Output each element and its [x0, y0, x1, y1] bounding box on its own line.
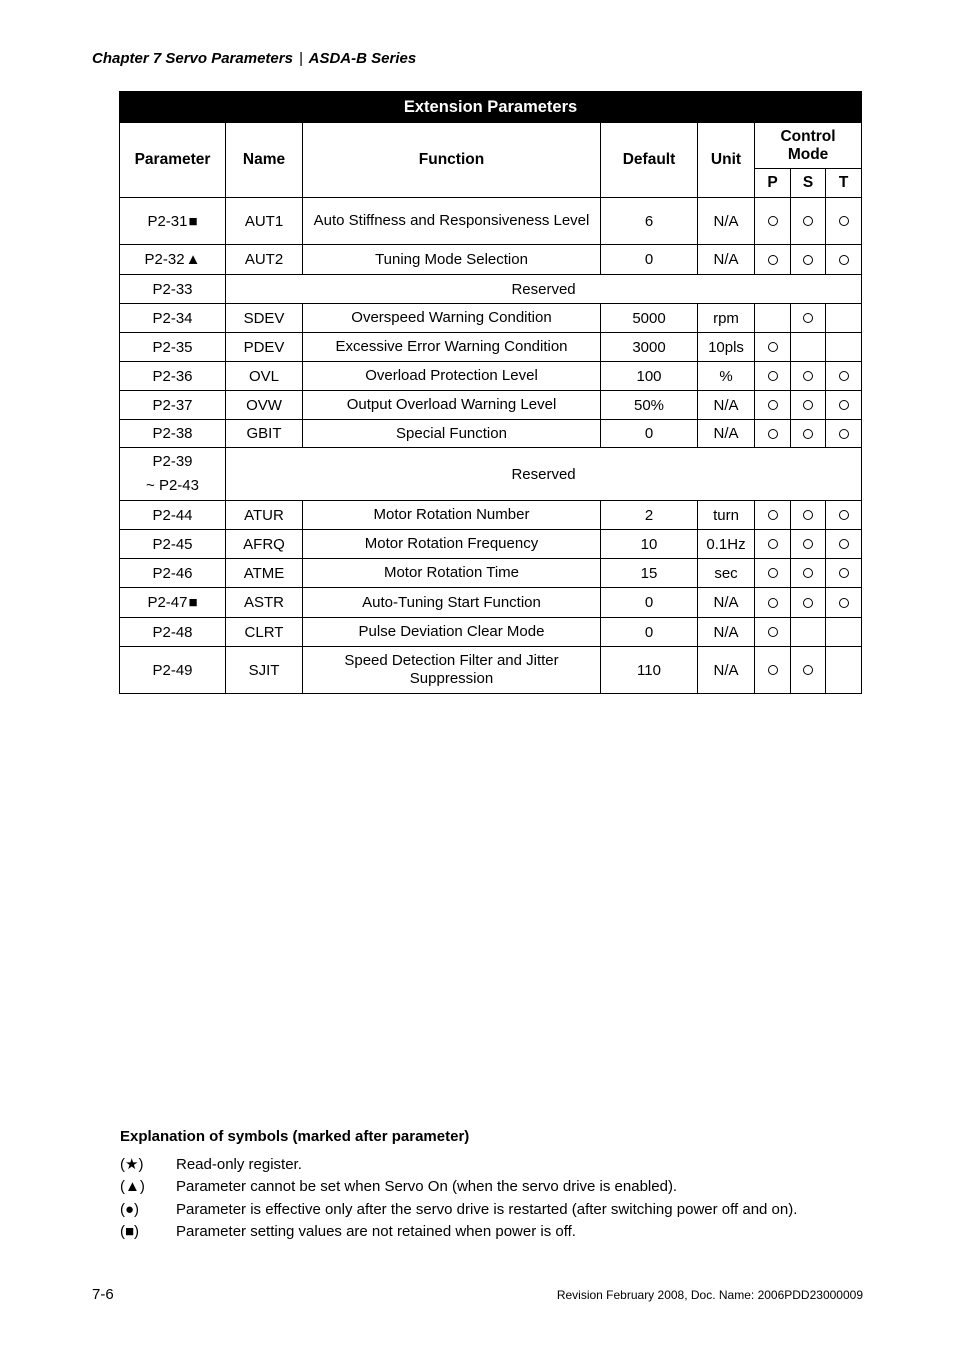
- cell-unit: N/A: [698, 245, 755, 275]
- col-header-unit: Unit: [698, 123, 755, 198]
- parameter-code: P2-31: [147, 212, 188, 230]
- table-row: [120, 588, 862, 618]
- triangle-symbol-icon: ▲: [185, 251, 201, 268]
- mode-supported-circle-icon: [803, 510, 813, 520]
- cell-mode-t: [826, 362, 862, 391]
- col-header-control-mode: Control Mode: [755, 123, 862, 169]
- mode-supported-circle-icon: [803, 568, 813, 578]
- cell-mode-s: [791, 333, 826, 362]
- cell-mode-p: [755, 420, 791, 448]
- cell-parameter: [120, 647, 226, 694]
- page-number: 7-6: [92, 1286, 114, 1303]
- cell-name: SJIT: [226, 647, 303, 694]
- cell-parameter: [120, 245, 226, 275]
- cell-unit: rpm: [698, 304, 755, 333]
- cell-parameter: [120, 501, 226, 530]
- cell-parameter: [120, 588, 226, 618]
- cell-default: 15: [601, 559, 698, 588]
- mode-supported-circle-icon: [839, 510, 849, 520]
- cell-name: PDEV: [226, 333, 303, 362]
- cell-function: Motor Rotation Number: [303, 501, 601, 530]
- cell-default: 6: [601, 198, 698, 245]
- col-header-parameter: Parameter: [120, 123, 226, 198]
- cell-unit: 0.1Hz: [698, 530, 755, 559]
- table-title: Extension Parameters: [120, 92, 862, 123]
- mode-supported-circle-icon: [768, 255, 778, 265]
- legend-symbol-circle: (●): [120, 1200, 140, 1218]
- cell-reserved: Reserved: [226, 448, 862, 501]
- cell-mode-p: [755, 559, 791, 588]
- col-header-t: T: [826, 169, 862, 198]
- mode-supported-circle-icon: [803, 255, 813, 265]
- mode-supported-circle-icon: [839, 216, 849, 226]
- mode-supported-circle-icon: [803, 665, 813, 675]
- header-separator: |: [299, 50, 304, 67]
- parameter-code: P2-44: [152, 506, 193, 524]
- mode-supported-circle-icon: [768, 598, 778, 608]
- table-row: [120, 333, 862, 362]
- series-title: ASDA-B Series: [308, 50, 417, 67]
- mode-supported-circle-icon: [768, 665, 778, 675]
- table-row: [120, 391, 862, 420]
- parameter-code: P2-45: [152, 535, 193, 553]
- mode-supported-circle-icon: [839, 568, 849, 578]
- legend-text: Read-only register.: [176, 1156, 302, 1173]
- cell-function: Special Function: [303, 420, 601, 448]
- parameter-code: P2-49: [152, 661, 193, 679]
- mode-supported-circle-icon: [768, 342, 778, 352]
- cell-default: 100: [601, 362, 698, 391]
- mode-supported-circle-icon: [839, 429, 849, 439]
- cell-parameter: [120, 420, 226, 448]
- mode-supported-circle-icon: [768, 539, 778, 549]
- mode-supported-circle-icon: [803, 216, 813, 226]
- table-row: [120, 198, 862, 245]
- cell-mode-t: [826, 501, 862, 530]
- cell-function: Output Overload Warning Level: [303, 391, 601, 420]
- cell-unit: N/A: [698, 618, 755, 647]
- mode-supported-circle-icon: [803, 371, 813, 381]
- cell-function: Motor Rotation Frequency: [303, 530, 601, 559]
- cell-mode-p: [755, 530, 791, 559]
- table-row: [120, 501, 862, 530]
- cell-name: ATUR: [226, 501, 303, 530]
- col-header-name: Name: [226, 123, 303, 198]
- parameter-code: P2-36: [152, 367, 193, 385]
- cell-mode-p: [755, 391, 791, 420]
- extension-parameters-table: [119, 91, 862, 694]
- cell-unit: N/A: [698, 198, 755, 245]
- cell-default: 0: [601, 245, 698, 275]
- mode-supported-circle-icon: [768, 568, 778, 578]
- mode-supported-circle-icon: [803, 539, 813, 549]
- cell-unit: N/A: [698, 647, 755, 694]
- cell-function: Auto-Tuning Start Function: [303, 588, 601, 618]
- mode-supported-circle-icon: [803, 598, 813, 608]
- cell-parameter: [120, 391, 226, 420]
- cell-parameter: [120, 448, 226, 501]
- parameter-code: P2-47: [147, 594, 188, 611]
- cell-mode-s: [791, 559, 826, 588]
- col-header-p: P: [755, 169, 791, 198]
- cell-mode-p: [755, 647, 791, 694]
- table-row: [120, 618, 862, 647]
- table-row: [120, 420, 862, 448]
- cell-mode-t: [826, 245, 862, 275]
- cell-default: 0: [601, 618, 698, 647]
- col-header-function: Function: [303, 123, 601, 198]
- mode-supported-circle-icon: [803, 400, 813, 410]
- mode-supported-circle-icon: [768, 627, 778, 637]
- cell-mode-t: [826, 420, 862, 448]
- mode-supported-circle-icon: [768, 510, 778, 520]
- cell-mode-t: [826, 304, 862, 333]
- cell-name: OVW: [226, 391, 303, 420]
- table-row: [120, 647, 862, 694]
- legend-text: Parameter setting values are not retained when power is off.: [176, 1222, 576, 1240]
- cell-mode-s: [791, 618, 826, 647]
- mode-supported-circle-icon: [803, 429, 813, 439]
- cell-unit: N/A: [698, 588, 755, 618]
- cell-parameter: [120, 530, 226, 559]
- cell-parameter: [120, 362, 226, 391]
- cell-default: 3000: [601, 333, 698, 362]
- cell-default: 50%: [601, 391, 698, 420]
- revision-info: Revision February 2008, Doc. Name: 2006PDD23000009: [556, 1288, 863, 1302]
- cell-function: Overload Protection Level: [303, 362, 601, 391]
- legend-symbol-star: (★): [120, 1156, 144, 1173]
- cell-mode-p: [755, 245, 791, 275]
- parameter-code: P2-48: [152, 623, 193, 641]
- cell-mode-p: [755, 304, 791, 333]
- cell-mode-s: [791, 198, 826, 245]
- table-body: [120, 198, 862, 694]
- cell-default: 110: [601, 647, 698, 694]
- cell-function: Speed Detection Filter and Jitter Suppression: [303, 647, 601, 694]
- cell-default: 5000: [601, 304, 698, 333]
- mode-supported-circle-icon: [803, 313, 813, 323]
- cell-mode-t: [826, 559, 862, 588]
- mode-supported-circle-icon: [839, 539, 849, 549]
- cell-parameter: [120, 198, 226, 245]
- parameter-code: P2-37: [152, 396, 193, 414]
- cell-mode-t: [826, 647, 862, 694]
- table-row: [120, 245, 862, 275]
- explanation-title: Explanation of symbols (marked after parameter): [120, 1128, 470, 1145]
- cell-function: Tuning Mode Selection: [303, 245, 601, 275]
- table-row: [120, 362, 862, 391]
- cell-mode-s: [791, 245, 826, 275]
- table-row: [120, 530, 862, 559]
- parameter-range-end: ~ P2-43: [146, 477, 199, 494]
- cell-default: 10: [601, 530, 698, 559]
- cell-name: ATME: [226, 559, 303, 588]
- cell-parameter: [120, 275, 226, 304]
- cell-name: SDEV: [226, 304, 303, 333]
- cell-name: OVL: [226, 362, 303, 391]
- table-row: [120, 559, 862, 588]
- cell-function: Overspeed Warning Condition: [303, 304, 601, 333]
- cell-function: Pulse Deviation Clear Mode: [303, 618, 601, 647]
- table-row: [120, 275, 862, 304]
- legend-symbol-square: (■): [120, 1222, 140, 1240]
- parameter-code: P2-39: [152, 453, 193, 470]
- cell-name: AUT2: [226, 245, 303, 275]
- mode-supported-circle-icon: [768, 429, 778, 439]
- cell-mode-s: [791, 647, 826, 694]
- square-symbol-icon: ■: [188, 212, 198, 230]
- parameter-code: P2-32: [144, 251, 185, 268]
- mode-supported-circle-icon: [839, 371, 849, 381]
- cell-mode-s: [791, 530, 826, 559]
- mode-supported-circle-icon: [839, 400, 849, 410]
- legend-item: [120, 1176, 797, 1198]
- cell-mode-s: [791, 501, 826, 530]
- parameter-code: P2-38: [152, 425, 193, 442]
- cell-name: GBIT: [226, 420, 303, 448]
- mode-supported-circle-icon: [839, 255, 849, 265]
- cell-parameter: [120, 333, 226, 362]
- cell-mode-s: [791, 420, 826, 448]
- table-row: [120, 304, 862, 333]
- cell-name: AFRQ: [226, 530, 303, 559]
- cell-mode-p: [755, 198, 791, 245]
- cell-default: 0: [601, 420, 698, 448]
- cell-mode-p: [755, 618, 791, 647]
- legend-text: Parameter is effective only after the servo drive is restarted (after switching power off and on).: [176, 1200, 798, 1218]
- cell-default: 0: [601, 588, 698, 618]
- cell-unit: turn: [698, 501, 755, 530]
- cell-mode-t: [826, 530, 862, 559]
- mode-supported-circle-icon: [768, 216, 778, 226]
- cell-reserved: Reserved: [226, 275, 862, 304]
- legend-item: [120, 1199, 797, 1221]
- cell-mode-t: [826, 588, 862, 618]
- cell-mode-t: [826, 198, 862, 245]
- parameter-code: P2-46: [152, 564, 193, 582]
- cell-mode-p: [755, 362, 791, 391]
- symbol-legend: [120, 1154, 797, 1243]
- cell-mode-s: [791, 362, 826, 391]
- page-header: [92, 50, 416, 67]
- cell-mode-s: [791, 588, 826, 618]
- cell-name: ASTR: [226, 588, 303, 618]
- legend-symbol-triangle: (▲): [120, 1178, 145, 1196]
- cell-default: 2: [601, 501, 698, 530]
- square-symbol-icon: ■: [188, 594, 198, 611]
- cell-mode-t: [826, 618, 862, 647]
- cell-unit: sec: [698, 559, 755, 588]
- cell-mode-t: [826, 391, 862, 420]
- cell-function: Motor Rotation Time: [303, 559, 601, 588]
- cell-unit: 10pls: [698, 333, 755, 362]
- cell-name: AUT1: [226, 198, 303, 245]
- cell-mode-t: [826, 333, 862, 362]
- cell-unit: %: [698, 362, 755, 391]
- cell-name: CLRT: [226, 618, 303, 647]
- cell-unit: N/A: [698, 420, 755, 448]
- cell-mode-p: [755, 588, 791, 618]
- cell-function: Excessive Error Warning Condition: [303, 333, 601, 362]
- mode-supported-circle-icon: [768, 400, 778, 410]
- parameter-code: P2-34: [152, 309, 193, 327]
- parameter-code: P2-35: [152, 338, 193, 356]
- cell-mode-s: [791, 304, 826, 333]
- cell-function: Auto Stiffness and Responsiveness Level: [303, 198, 601, 245]
- legend-item: [120, 1154, 797, 1176]
- cell-parameter: [120, 618, 226, 647]
- col-header-default: Default: [601, 123, 698, 198]
- col-header-s: S: [791, 169, 826, 198]
- cell-mode-p: [755, 501, 791, 530]
- chapter-title: Chapter 7 Servo Parameters: [92, 50, 293, 67]
- cell-mode-s: [791, 391, 826, 420]
- legend-item: [120, 1221, 797, 1243]
- table-row: [120, 448, 862, 501]
- cell-parameter: [120, 304, 226, 333]
- mode-supported-circle-icon: [839, 598, 849, 608]
- legend-text: Parameter cannot be set when Servo On (when the servo drive is enabled).: [176, 1178, 678, 1196]
- mode-supported-circle-icon: [768, 371, 778, 381]
- cell-parameter: [120, 559, 226, 588]
- parameter-code: P2-33: [152, 280, 193, 298]
- cell-mode-p: [755, 333, 791, 362]
- cell-unit: N/A: [698, 391, 755, 420]
